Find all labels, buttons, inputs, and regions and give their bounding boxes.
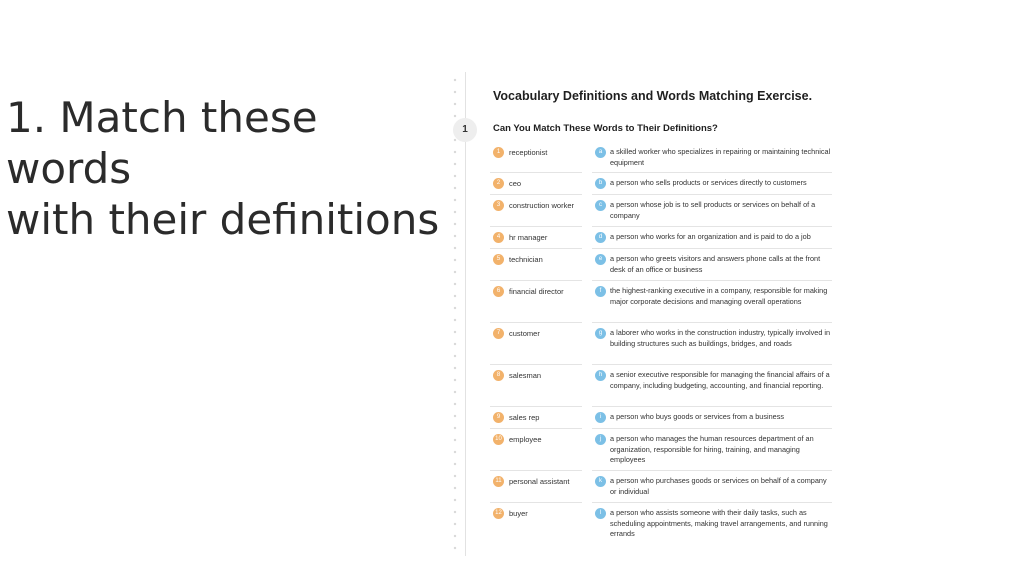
row-divider	[490, 470, 582, 471]
match-word: hr manager	[509, 233, 548, 242]
row-divider	[592, 364, 832, 365]
match-definition: a person who manages the human resources department of an organization, responsible for hiring, training, and managing employees	[610, 434, 814, 465]
slide-title-line-1: 1. Match these words	[6, 93, 318, 193]
word-number-badge: 1	[493, 147, 504, 158]
definition-letter-badge: d	[595, 232, 606, 243]
worksheet-margin-line	[465, 72, 466, 556]
row-divider	[490, 406, 582, 407]
match-definition: a senior executive responsible for managing the financial affairs of a company, including budgeting, accounting, and financial reporting.	[610, 370, 830, 390]
match-definition: a person who assists someone with their daily tasks, such as scheduling appointments, making travel arrangements, and running errands	[610, 508, 828, 539]
question-number: 1	[453, 118, 477, 142]
match-definition: a skilled worker who specializes in repairing or maintaining technical equipment	[610, 147, 831, 167]
definition-letter-badge: j	[595, 434, 606, 445]
definition-letter-badge: f	[595, 286, 606, 297]
match-word: receptionist	[509, 148, 548, 157]
row-divider	[592, 280, 832, 281]
slide-title	[6, 92, 446, 245]
worksheet-margin-dots	[450, 74, 460, 554]
definition-letter-badge: c	[595, 200, 606, 211]
word-number-badge: 12	[493, 508, 504, 519]
row-divider	[592, 248, 832, 249]
word-number-badge: 6	[493, 286, 504, 297]
match-word: ceo	[509, 179, 522, 188]
match-definition: the highest-ranking executive in a company, responsible for making major corporate decisions and managing overall operations	[610, 286, 828, 306]
definition-letter-badge: l	[595, 508, 606, 519]
row-divider	[490, 226, 582, 227]
row-divider	[490, 428, 582, 429]
row-divider	[490, 280, 582, 281]
row-divider	[592, 502, 832, 503]
match-word: personal assistant	[509, 477, 570, 486]
row-divider	[592, 172, 832, 173]
match-definition: a person who greets visitors and answers phone calls at the front desk of an office or business	[610, 254, 821, 274]
question-title: Can You Match These Words to Their Definitions?	[493, 123, 718, 134]
word-number-badge: 11	[493, 476, 504, 487]
row-divider	[490, 364, 582, 365]
word-number-badge: 10	[493, 434, 504, 445]
word-number-badge: 9	[493, 412, 504, 423]
row-divider	[592, 194, 832, 195]
row-divider	[490, 172, 582, 173]
match-definition: a person who buys goods or services from a business	[610, 412, 784, 421]
word-number-badge: 7	[493, 328, 504, 339]
slide-title-line-2: with their definitions	[6, 195, 440, 244]
word-number-badge: 3	[493, 200, 504, 211]
match-definition: a laborer who works in the construction industry, typically involved in building structures such as buildings, bridges, and roads	[610, 328, 831, 348]
match-word: salesman	[509, 371, 542, 380]
match-word: financial director	[509, 287, 564, 296]
match-word: construction worker	[509, 201, 575, 210]
row-divider	[592, 428, 832, 429]
match-word: customer	[509, 329, 540, 338]
row-divider	[490, 194, 582, 195]
definition-letter-badge: a	[595, 147, 606, 158]
match-word: sales rep	[509, 413, 540, 422]
definition-letter-badge: e	[595, 254, 606, 265]
row-divider	[592, 322, 832, 323]
word-number-badge: 2	[493, 178, 504, 189]
match-word: employee	[509, 435, 542, 444]
row-divider	[490, 502, 582, 503]
match-word: buyer	[509, 509, 528, 518]
definition-letter-badge: b	[595, 178, 606, 189]
worksheet-title: Vocabulary Definitions and Words Matching Exercise.	[493, 89, 813, 103]
row-divider	[490, 322, 582, 323]
row-divider	[592, 406, 832, 407]
word-number-badge: 5	[493, 254, 504, 265]
word-number-badge: 8	[493, 370, 504, 381]
row-divider	[490, 248, 582, 249]
definition-letter-badge: h	[595, 370, 606, 381]
row-divider	[592, 470, 832, 471]
definition-letter-badge: k	[595, 476, 606, 487]
row-divider	[592, 226, 832, 227]
word-number-badge: 4	[493, 232, 504, 243]
match-definition: a person who purchases goods or services on behalf of a company or individual	[610, 476, 827, 496]
definition-letter-badge: g	[595, 328, 606, 339]
match-definition: a person who sells products or services directly to customers	[610, 178, 807, 187]
match-definition: a person whose job is to sell products or services on behalf of a company	[610, 200, 816, 220]
match-word: technician	[509, 255, 543, 264]
match-definition: a person who works for an organization and is paid to do a job	[610, 232, 811, 241]
worksheet-image	[446, 66, 846, 558]
definition-letter-badge: i	[595, 412, 606, 423]
